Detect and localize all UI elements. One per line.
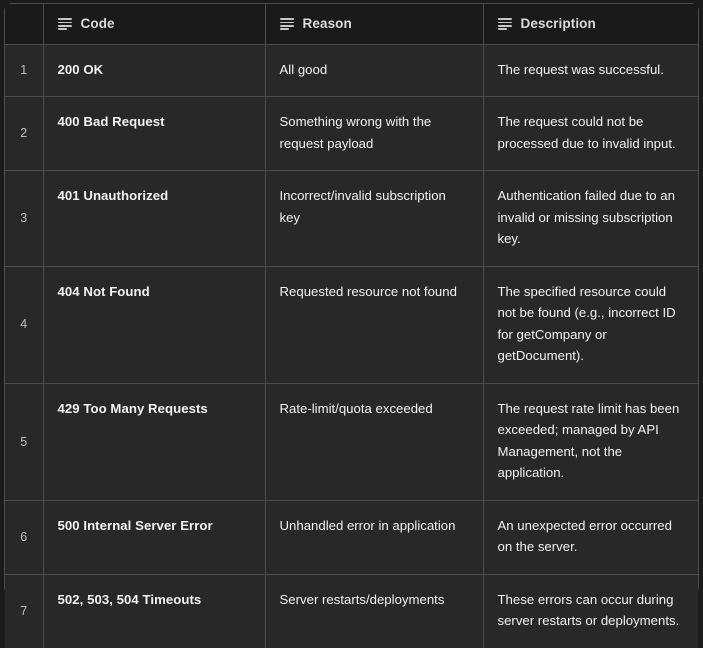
- table-row[interactable]: [5, 266, 698, 383]
- column-header-rownum: [5, 4, 43, 44]
- cell-description: The request could not be processed due to invalid input.: [483, 97, 698, 171]
- cell-description: The request was successful.: [483, 44, 698, 97]
- row-number: 7: [5, 574, 43, 648]
- cell-description: An unexpected error occurred on the server.: [483, 500, 698, 574]
- cell-code: 500 Internal Server Error: [43, 500, 265, 574]
- table-header: [5, 4, 698, 44]
- table-row[interactable]: [5, 574, 698, 648]
- cell-reason: Server restarts/deployments: [265, 574, 483, 648]
- cell-reason: Rate-limit/quota exceeded: [265, 383, 483, 500]
- column-header-reason[interactable]: [265, 4, 483, 44]
- cell-reason: Requested resource not found: [265, 266, 483, 383]
- row-number: 6: [5, 500, 43, 574]
- cell-description: The specified resource could not be found (e.g., incorrect ID for getCompany or getDocument).: [483, 266, 698, 383]
- row-number: 2: [5, 97, 43, 171]
- table-row[interactable]: [5, 500, 698, 574]
- cell-reason: All good: [265, 44, 483, 97]
- cell-reason: Unhandled error in application: [265, 500, 483, 574]
- table-row[interactable]: [5, 383, 698, 500]
- header-row: [5, 4, 698, 44]
- cell-reason: Something wrong with the request payload: [265, 97, 483, 171]
- text-lines-icon: [58, 18, 72, 29]
- text-lines-icon: [498, 18, 512, 29]
- column-header-description[interactable]: [483, 4, 698, 44]
- cell-description: The request rate limit has been exceeded; managed by API Management, not the application.: [483, 383, 698, 500]
- column-header-description-label: Description: [520, 16, 596, 32]
- cell-code: 401 Unauthorized: [43, 171, 265, 267]
- table-row[interactable]: [5, 171, 698, 267]
- row-number: 4: [5, 266, 43, 383]
- cell-reason: Incorrect/invalid subscription key: [265, 171, 483, 267]
- text-lines-icon: [280, 18, 294, 29]
- row-number: 5: [5, 383, 43, 500]
- cell-code: 502, 503, 504 Timeouts: [43, 574, 265, 648]
- cell-code: 429 Too Many Requests: [43, 383, 265, 500]
- column-header-code[interactable]: [43, 4, 265, 44]
- column-header-code-label: Code: [80, 16, 115, 32]
- cell-code: 400 Bad Request: [43, 97, 265, 171]
- row-number: 3: [5, 171, 43, 267]
- cell-code: 404 Not Found: [43, 266, 265, 383]
- column-header-reason-label: Reason: [302, 16, 352, 32]
- status-code-table-frame: [4, 3, 699, 629]
- status-code-table: [5, 4, 698, 648]
- cell-code: 200 OK: [43, 44, 265, 97]
- row-number: 1: [5, 44, 43, 97]
- cell-description: These errors can occur during server restarts or deployments.: [483, 574, 698, 648]
- cell-description: Authentication failed due to an invalid or missing subscription key.: [483, 171, 698, 267]
- table-row[interactable]: [5, 97, 698, 171]
- table-row[interactable]: [5, 44, 698, 97]
- table-body: [5, 44, 698, 648]
